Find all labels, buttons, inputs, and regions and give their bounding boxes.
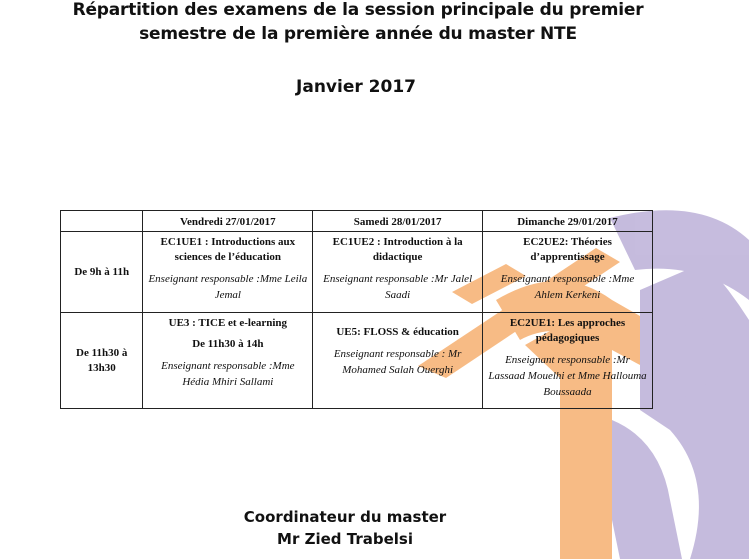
time-slot-cell: De 11h30 à 13h30 bbox=[61, 313, 143, 409]
document-date: Janvier 2017 bbox=[296, 77, 416, 97]
teacher-name: Enseignant responsable :Mme Leila Jemal bbox=[148, 273, 308, 301]
exam-cell bbox=[313, 232, 483, 313]
coordinator-name: Mr Zied Trabelsi bbox=[277, 530, 413, 548]
table-row bbox=[61, 232, 653, 313]
exam-cell bbox=[143, 313, 313, 409]
table-header-day: Dimanche 29/01/2017 bbox=[483, 211, 653, 232]
exam-cell bbox=[483, 313, 653, 409]
teacher-name: Enseignant responsable :Mme Ahlem Kerkeni bbox=[500, 273, 635, 301]
course-name: UE3 : TICE et e-learning bbox=[168, 317, 288, 329]
teacher-name: Enseignant responsable :Mme Hédia Mhiri Sallami bbox=[161, 360, 295, 388]
exam-cell bbox=[313, 313, 483, 409]
table-row bbox=[61, 313, 653, 409]
coordinator-role: Coordinateur du master bbox=[243, 508, 447, 526]
teacher-name: Enseignant responsable :Mr Jalel Saadi bbox=[323, 273, 473, 301]
table-header-row bbox=[61, 211, 653, 232]
course-name: EC2UE1: Les approches pédagogiques bbox=[509, 317, 626, 344]
course-name: EC2UE2: Théories d’apprentissage bbox=[523, 236, 612, 263]
teacher-name: Enseignant responsable :Mr Lassaad Mouelhi et Mme Hallouma Boussaada bbox=[488, 354, 647, 398]
exam-schedule-table bbox=[60, 210, 653, 409]
document-title-line-1: Répartition des examens de la session principale du premier bbox=[72, 0, 644, 20]
document-title-line-2: semestre de la première année du master NTE bbox=[139, 24, 577, 44]
table-header-corner bbox=[61, 211, 143, 232]
table-header-day: Samedi 28/01/2017 bbox=[313, 211, 483, 232]
time-slot-cell: De 9h à 11h bbox=[61, 232, 143, 313]
table-header-day: Vendredi 27/01/2017 bbox=[143, 211, 313, 232]
document-header bbox=[0, 0, 716, 98]
exam-time-note: De 11h30 à 14h bbox=[192, 338, 264, 350]
exam-cell bbox=[143, 232, 313, 313]
course-name: EC1UE2 : Introduction à la didactique bbox=[332, 236, 463, 263]
exam-cell bbox=[483, 232, 653, 313]
course-name: EC1UE1 : Introductions aux sciences de l’éducation bbox=[160, 236, 296, 263]
document-footer bbox=[0, 506, 690, 550]
teacher-name: Enseignant responsable : Mr Mohamed Salah Ouerghi bbox=[333, 348, 462, 376]
course-name: UE5: FLOSS & éducation bbox=[336, 326, 459, 338]
